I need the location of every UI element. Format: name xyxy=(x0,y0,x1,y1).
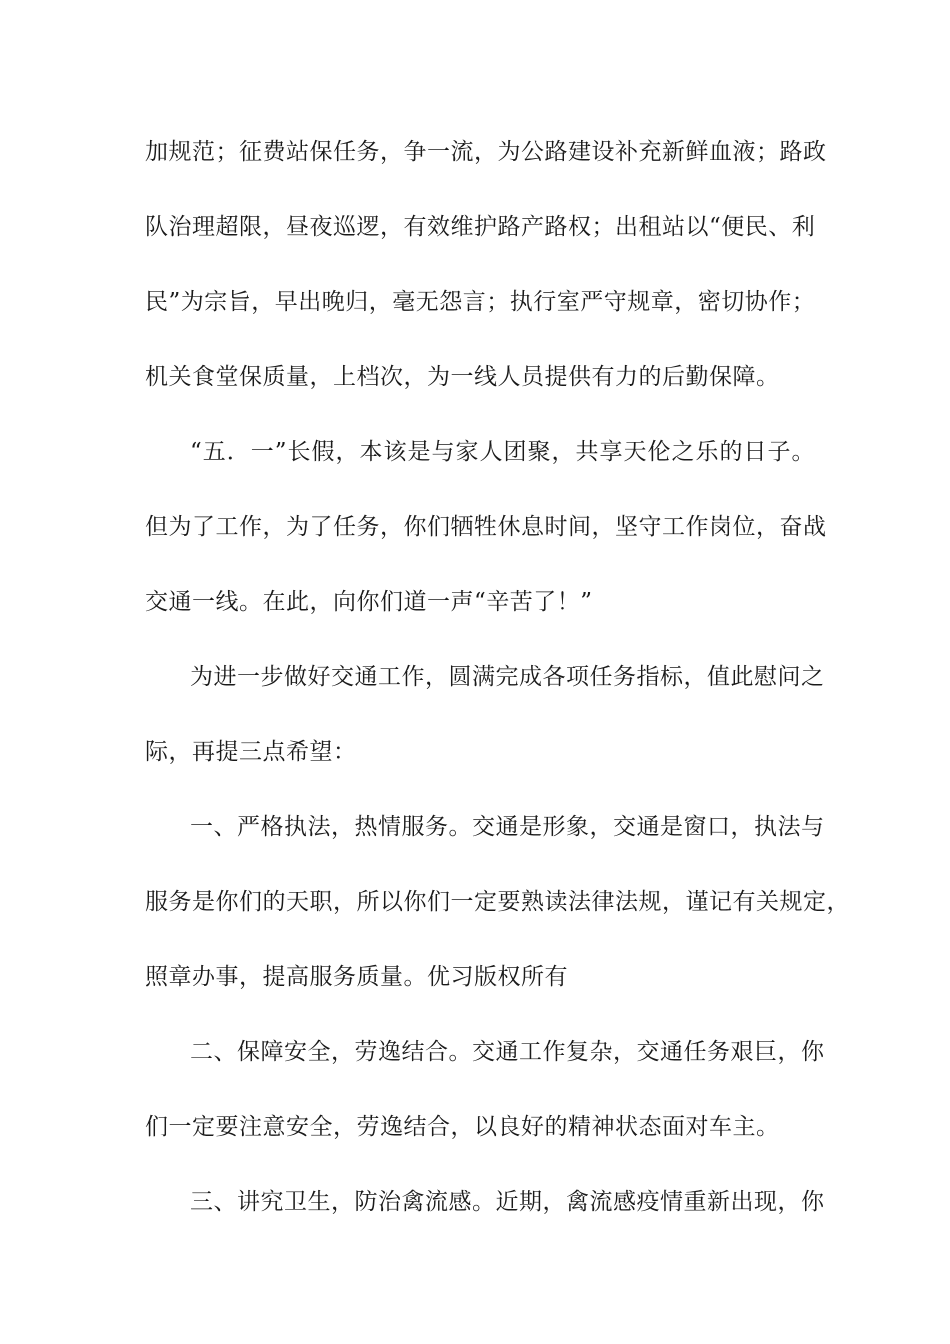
text-line: 队治理超限，昼夜巡逻，有效维护路产路权；出租站以“便民、利 xyxy=(145,214,816,240)
text-line: 加规范；征费站保任务，争一流，为公路建设补充新鲜血液；路政 xyxy=(145,139,827,165)
text-line: 服务是你们的天职，所以你们一定要熟读法律法规，谨记有关规定， xyxy=(145,889,850,915)
text-line: 民”为宗旨，早出晚归，毫无怨言；执行室严守规章，密切协作； xyxy=(145,289,816,315)
text-line: 机关食堂保质量，上档次，为一线人员提供有力的后勤保障。 xyxy=(145,364,780,390)
text-line: 交通一线。在此，向你们道一声“辛苦了！” xyxy=(145,589,593,615)
paragraph-start-line: 二、保障安全，劳逸结合。交通工作复杂，交通任务艰巨，你 xyxy=(190,1039,825,1065)
text-line: 照章办事，提高服务质量。优习版权所有 xyxy=(145,964,568,990)
paragraph-start-line: 三、讲究卫生，防治禽流感。近期，禽流感疫情重新出现，你 xyxy=(190,1189,825,1215)
text-line: 但为了工作，为了任务，你们牺牲休息时间，坚守工作岗位，奋战 xyxy=(145,514,827,540)
paragraph-start-line: 一、严格执法，热情服务。交通是形象，交通是窗口，执法与 xyxy=(190,814,825,840)
paragraph-start-line: “五．一”长假，本该是与家人团聚，共享天伦之乐的日子。 xyxy=(190,439,815,465)
text-line: 际，再提三点希望： xyxy=(145,739,357,765)
paragraph-start-line: 为进一步做好交通工作，圆满完成各项任务指标，值此慰问之 xyxy=(190,664,825,690)
text-line: 们一定要注意安全，劳逸结合，以良好的精神状态面对车主。 xyxy=(145,1114,780,1140)
